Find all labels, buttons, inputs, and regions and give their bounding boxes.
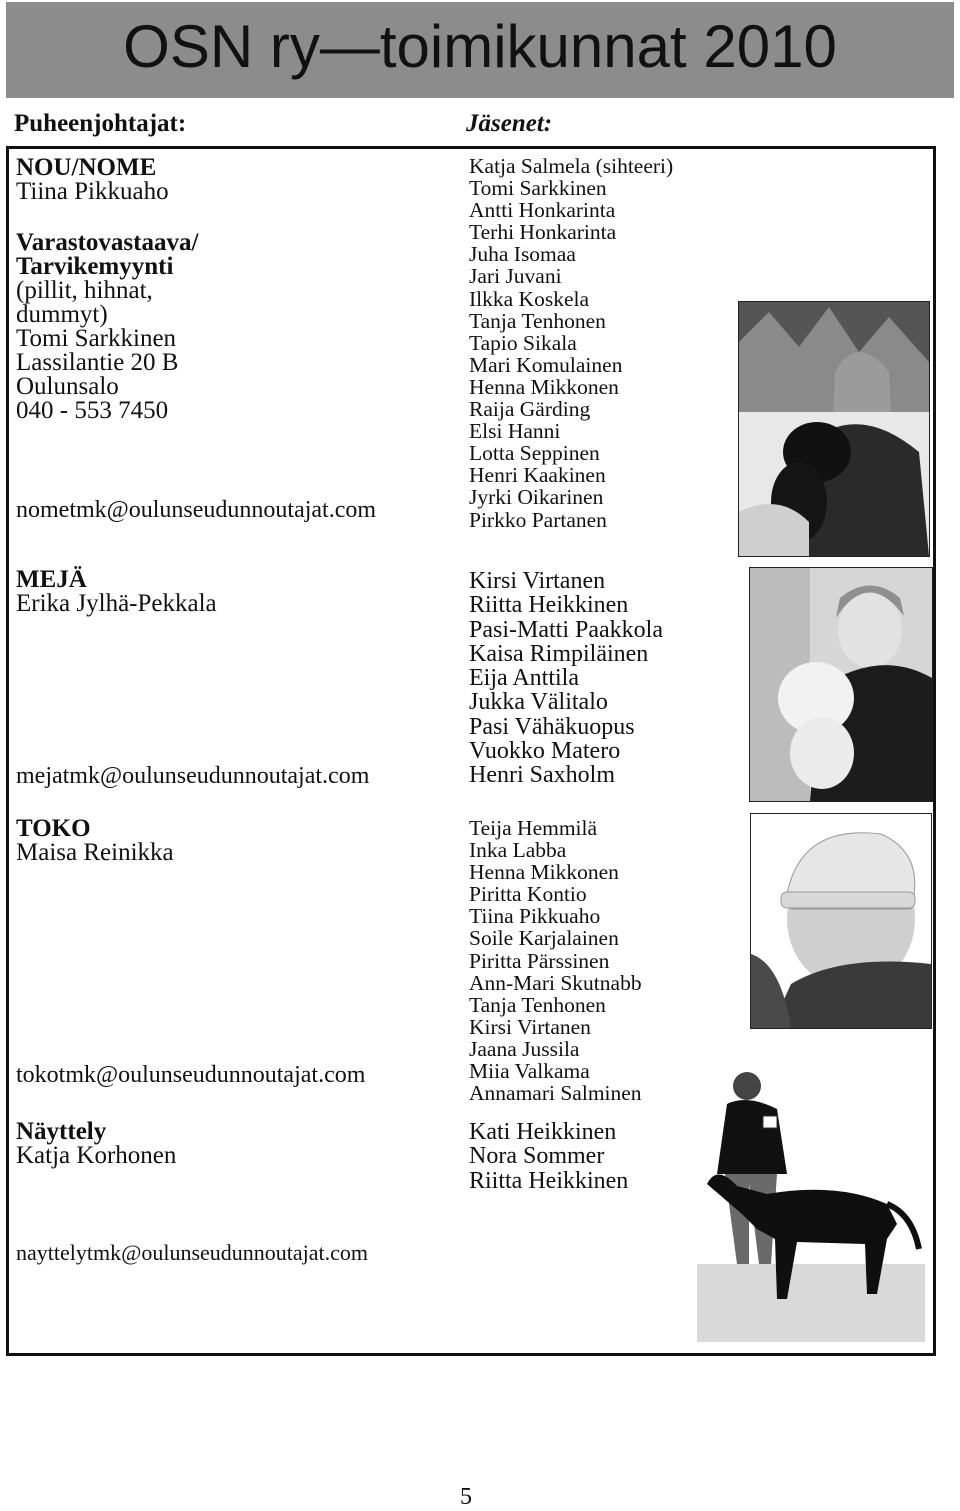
nou-members	[469, 155, 673, 531]
member: Jari Juvani	[469, 264, 562, 289]
meja-chair: Erika Jylhä-Pekkala	[16, 590, 217, 617]
member: Kati Heikkinen	[469, 1119, 617, 1145]
nayttely-chair: Katja Korhonen	[16, 1142, 177, 1169]
member: Mari Komulainen	[469, 352, 623, 377]
member: Lotta Seppinen	[469, 441, 600, 466]
member: Tiina Pikkuaho	[469, 904, 601, 929]
member: Miia Valkama	[469, 1059, 590, 1084]
store-line: Tomi Sarkkinen	[16, 325, 177, 352]
toko-members	[469, 817, 642, 1104]
store-line: 040 - 553 7450	[16, 397, 169, 424]
member: Piritta Kontio	[469, 882, 587, 907]
page-number: 5	[460, 1484, 472, 1510]
nayttely-title: Näyttely	[16, 1118, 107, 1145]
member: Soile Karjalainen	[469, 926, 619, 951]
member: Pasi-Matti Paakkola	[469, 616, 663, 643]
member: Henna Mikkonen	[469, 860, 619, 885]
nou-email[interactable]: nometmk@oulunseudunnoutajat.com	[16, 497, 377, 523]
member: Henna Mikkonen	[469, 374, 619, 399]
member: Jaana Jussila	[469, 1036, 580, 1061]
photo-woman-with-puppy-image	[750, 568, 932, 801]
member: Katja Salmela (sihteeri)	[469, 154, 674, 178]
member: Pasi Vähäkuopus	[469, 713, 635, 740]
photo-show-handler-dog	[697, 1064, 925, 1342]
title-banner	[6, 2, 954, 98]
photo-woman-in-hat-image	[751, 814, 931, 1028]
member: Tanja Tenhonen	[469, 308, 606, 333]
toko-email[interactable]: tokotmk@oulunseudunnoutajat.com	[16, 1062, 366, 1088]
toko-title: TOKO	[16, 815, 91, 842]
member: Jyrki Oikarinen	[469, 485, 604, 510]
nou-chair-block	[16, 156, 169, 204]
nayttely-members	[469, 1120, 628, 1193]
member: Raija Gärding	[469, 397, 591, 422]
member: Henri Saxholm	[469, 762, 615, 789]
meja-title: MEJÄ	[16, 566, 87, 593]
members-header: Jäsenet:	[466, 110, 553, 137]
member: Kirsi Virtanen	[469, 568, 606, 594]
photo-woman-with-puppy	[749, 567, 933, 802]
nou-title: NOU/NOME	[16, 154, 157, 181]
chairs-header: Puheenjohtajat:	[14, 110, 187, 137]
member: Eija Anttila	[469, 665, 579, 692]
store-title-1: Varastovastaava/	[16, 229, 199, 256]
member: Nora Sommer	[469, 1143, 605, 1170]
member: Kaisa Rimpiläinen	[469, 640, 649, 667]
store-line: Oulunsalo	[16, 373, 119, 400]
member: Ann-Mari Skutnabb	[469, 970, 642, 995]
store-line: dummyt)	[16, 301, 108, 328]
photo-woman-with-dog	[738, 301, 930, 557]
member: Riitta Heikkinen	[469, 1167, 629, 1194]
meja-chair-block	[16, 568, 217, 616]
photo-woman-in-hat	[750, 813, 932, 1029]
member: Kirsi Virtanen	[469, 1014, 591, 1039]
meja-email[interactable]: mejatmk@oulunseudunnoutajat.com	[16, 763, 370, 789]
toko-chair: Maisa Reinikka	[16, 839, 174, 866]
nayttely-chair-block	[16, 1120, 176, 1168]
nayttely-email[interactable]: nayttelytmk@oulunseudunnoutajat.com	[16, 1240, 369, 1265]
nou-store-block	[16, 231, 198, 423]
store-line: Lassilantie 20 B	[16, 349, 179, 376]
nou-chair: Tiina Pikkuaho	[16, 178, 169, 205]
member: Jukka Välitalo	[469, 689, 608, 716]
store-line: (pillit, hihnat,	[16, 277, 153, 304]
member: Ilkka Koskela	[469, 286, 590, 311]
member: Annamari Salminen	[469, 1081, 642, 1106]
member: Riitta Heikkinen	[469, 592, 629, 619]
member: Vuokko Matero	[469, 738, 621, 765]
member: Piritta Pärssinen	[469, 948, 610, 973]
toko-chair-block	[16, 817, 174, 865]
member: Tanja Tenhonen	[469, 992, 606, 1017]
member: Antti Honkarinta	[469, 198, 616, 223]
member: Terhi Honkarinta	[469, 220, 617, 245]
member: Tomi Sarkkinen	[469, 176, 607, 201]
photo-show-handler-dog-image	[697, 1064, 925, 1342]
member: Henri Kaakinen	[469, 463, 606, 488]
member: Juha Isomaa	[469, 242, 576, 267]
member: Pirkko Partanen	[469, 507, 607, 532]
member: Tapio Sikala	[469, 330, 577, 355]
meja-members	[469, 569, 663, 788]
store-title-2: Tarvikemyynti	[16, 253, 174, 280]
member: Teija Hemmilä	[469, 816, 598, 840]
member: Inka Labba	[469, 838, 567, 863]
member: Elsi Hanni	[469, 419, 561, 444]
photo-woman-with-dog-image	[739, 302, 929, 556]
page-title: OSN ry—toimikunnat 2010	[123, 13, 837, 80]
